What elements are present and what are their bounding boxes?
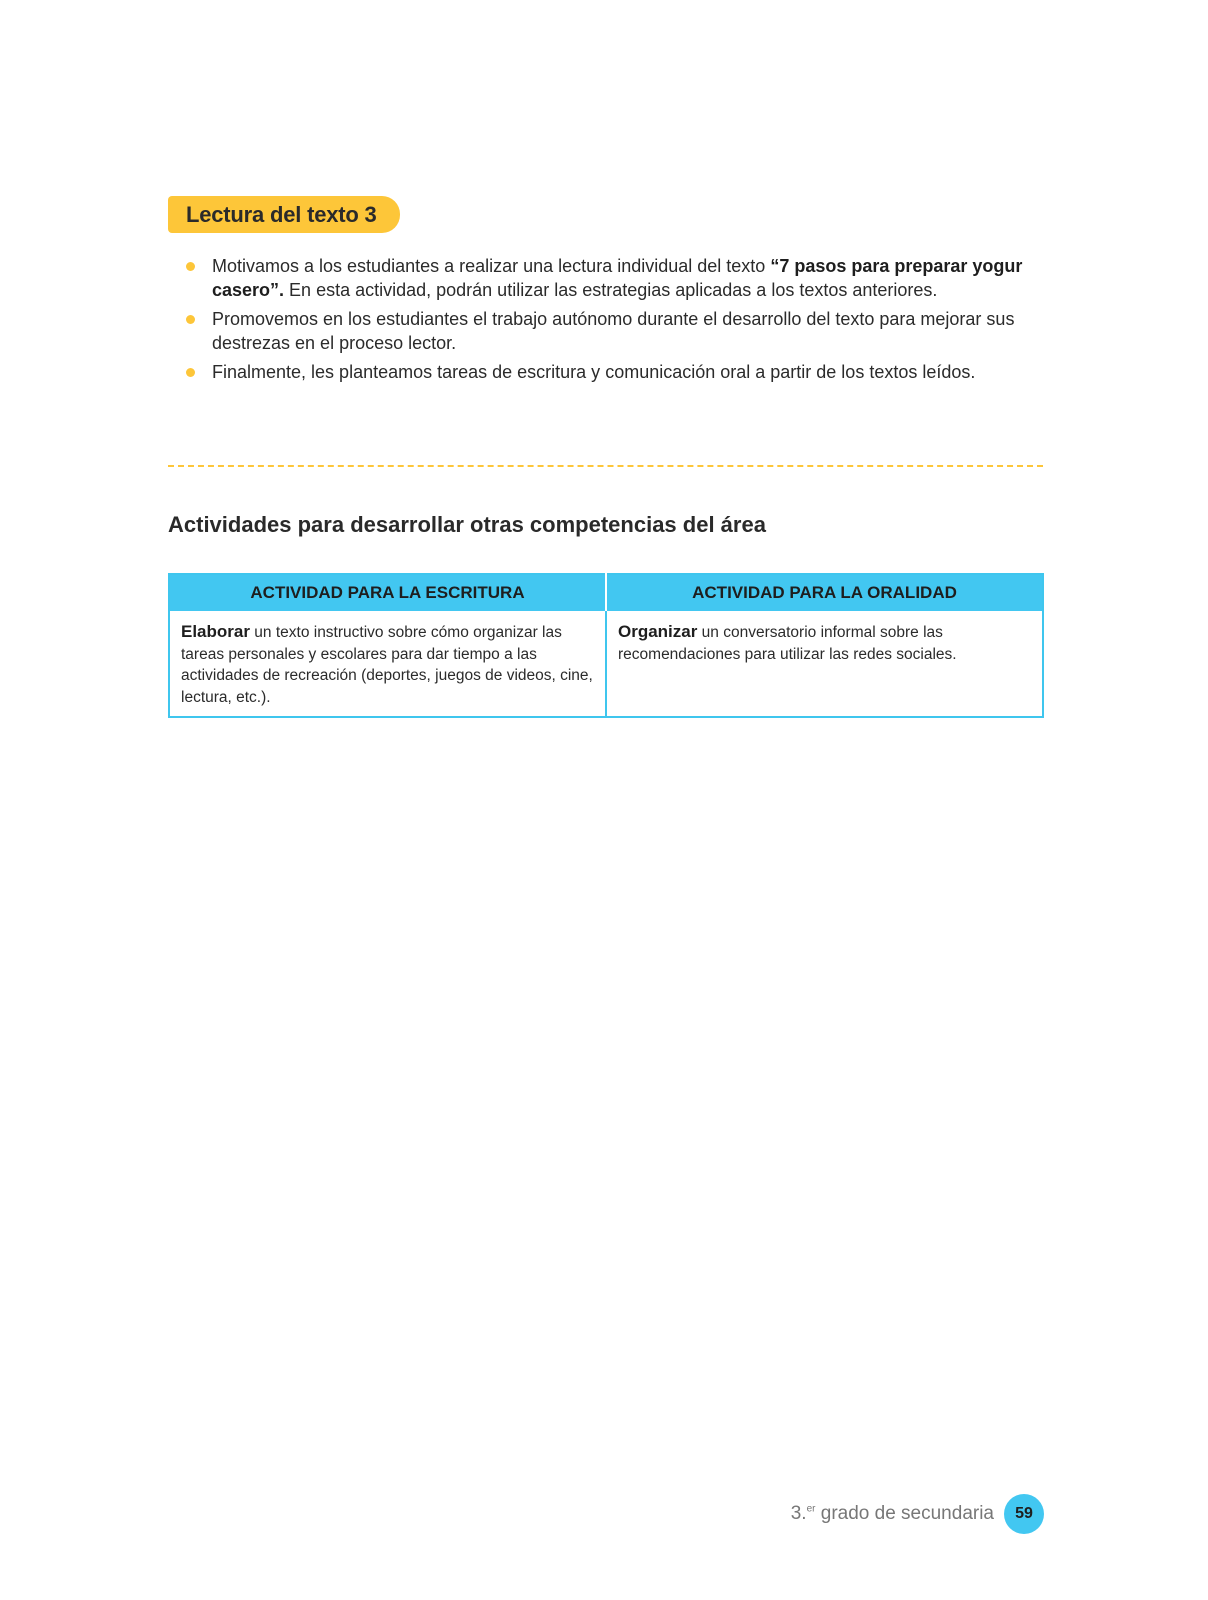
- bullet-text-bold: “7 pasos para preparar yogur casero”.: [212, 256, 1023, 300]
- cell-oral: [606, 611, 1043, 717]
- table-header-row: [169, 574, 1043, 611]
- dashed-divider: [168, 465, 1043, 467]
- cell-writing: [169, 611, 606, 717]
- activities-table: [168, 573, 1044, 718]
- cell-text: un texto instructivo sobre cómo organizar las tareas personales y escolares para dar tiempo a las actividades de recreación (deportes, juegos de videos, cine, lectura, etc.).: [181, 624, 593, 706]
- cell-verb: Organizar: [618, 622, 698, 641]
- header-writing: ACTIVIDAD PARA LA ESCRITURA: [169, 574, 606, 611]
- page-number: 59: [1004, 1494, 1044, 1534]
- instruction-list: [186, 254, 1046, 389]
- bullet-text: En esta actividad, podrán utilizar las estrategias aplicadas a los textos anteriores.: [284, 280, 938, 300]
- bullet-text: Motivamos a los estudiantes a realizar una lectura individual del texto: [212, 256, 771, 276]
- page-footer: [791, 1494, 1044, 1534]
- bullet-dot-icon: [186, 368, 195, 377]
- activities-title: Actividades para desarrollar otras competencias del área: [168, 512, 766, 537]
- list-item: [186, 254, 1046, 302]
- section-label: Lectura del texto 3: [186, 201, 377, 227]
- bullet-text: Finalmente, les planteamos tareas de escritura y comunicación oral a partir de los textos leídos.: [212, 362, 976, 382]
- list-item: [186, 360, 1046, 384]
- list-item: [186, 307, 1046, 355]
- table-row: [169, 611, 1043, 717]
- bullet-dot-icon: [186, 315, 195, 324]
- cell-verb: Elaborar: [181, 622, 250, 641]
- bullet-dot-icon: [186, 262, 195, 271]
- section-label-pill: [168, 196, 400, 233]
- header-oral: ACTIVIDAD PARA LA ORALIDAD: [606, 574, 1043, 611]
- grade-label: 3.$^{er}$ grado de secundaria: [790, 1503, 994, 1524]
- cell-text: un conversatorio informal sobre las recomendaciones para utilizar las redes sociales.: [618, 624, 957, 663]
- bullet-text: Promovemos en los estudiantes el trabajo autónomo durante el desarrollo del texto para mejorar sus destrezas en el proceso lector.: [212, 309, 1015, 353]
